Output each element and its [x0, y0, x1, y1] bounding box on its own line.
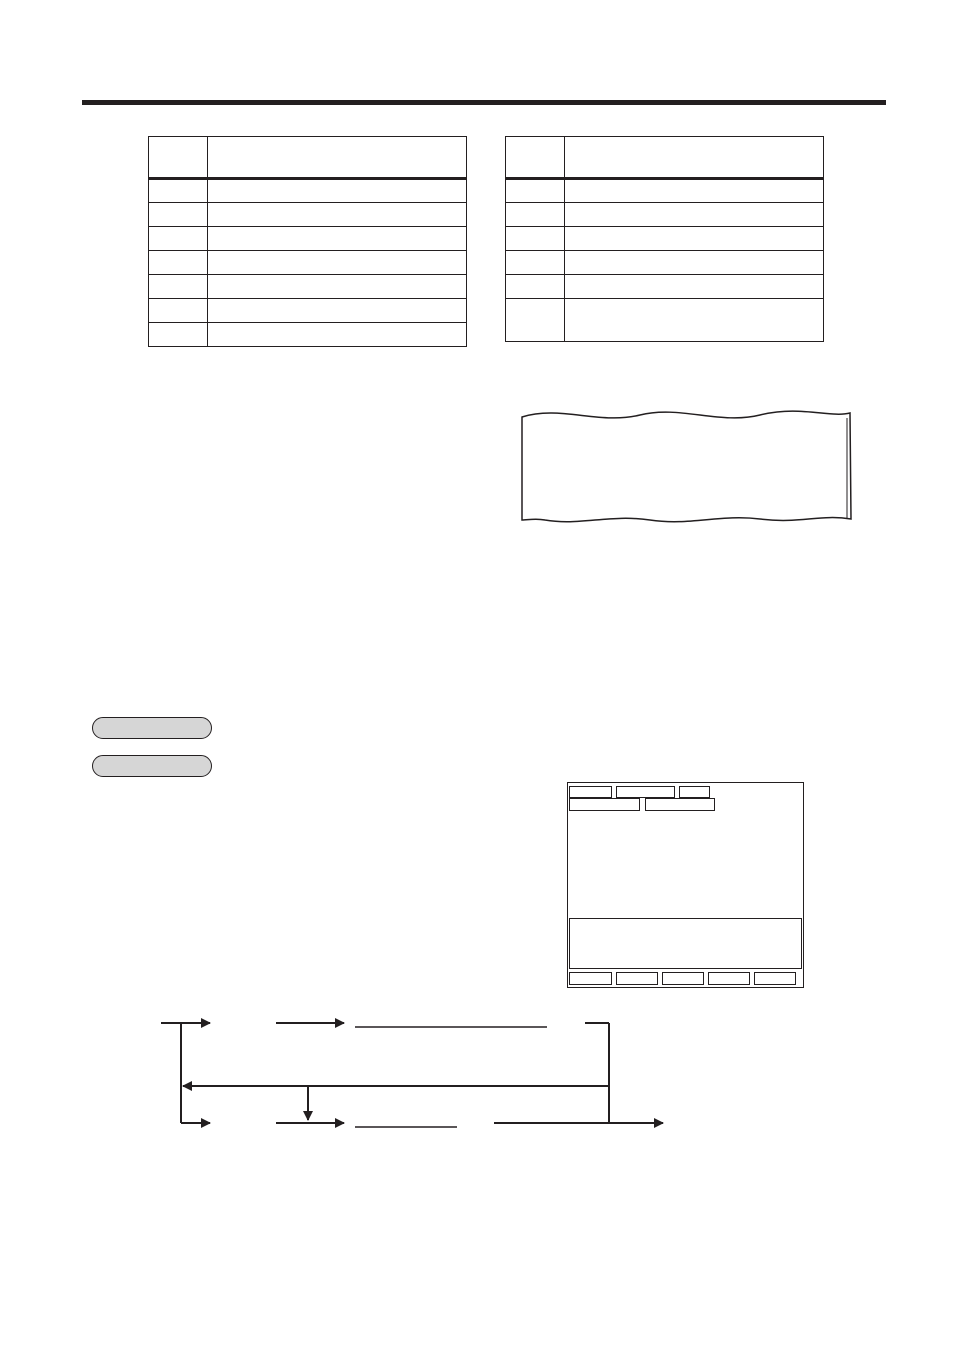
display-screen-icon — [568, 783, 804, 988]
screen-function-key — [663, 973, 704, 985]
screen-tab — [570, 787, 612, 798]
screen-function-key — [570, 973, 612, 985]
screen-tab — [680, 787, 710, 798]
screen-field — [646, 799, 715, 811]
torn-paper-receipt-icon — [522, 411, 851, 522]
screen-field — [570, 799, 640, 811]
screen-tab — [617, 787, 675, 798]
screen-function-key — [755, 973, 796, 985]
flow-arrow-icon — [161, 1023, 663, 1127]
screen-frame — [568, 783, 804, 988]
screen-message-area — [570, 919, 802, 969]
screen-function-key — [709, 973, 750, 985]
screen-function-key — [617, 973, 658, 985]
